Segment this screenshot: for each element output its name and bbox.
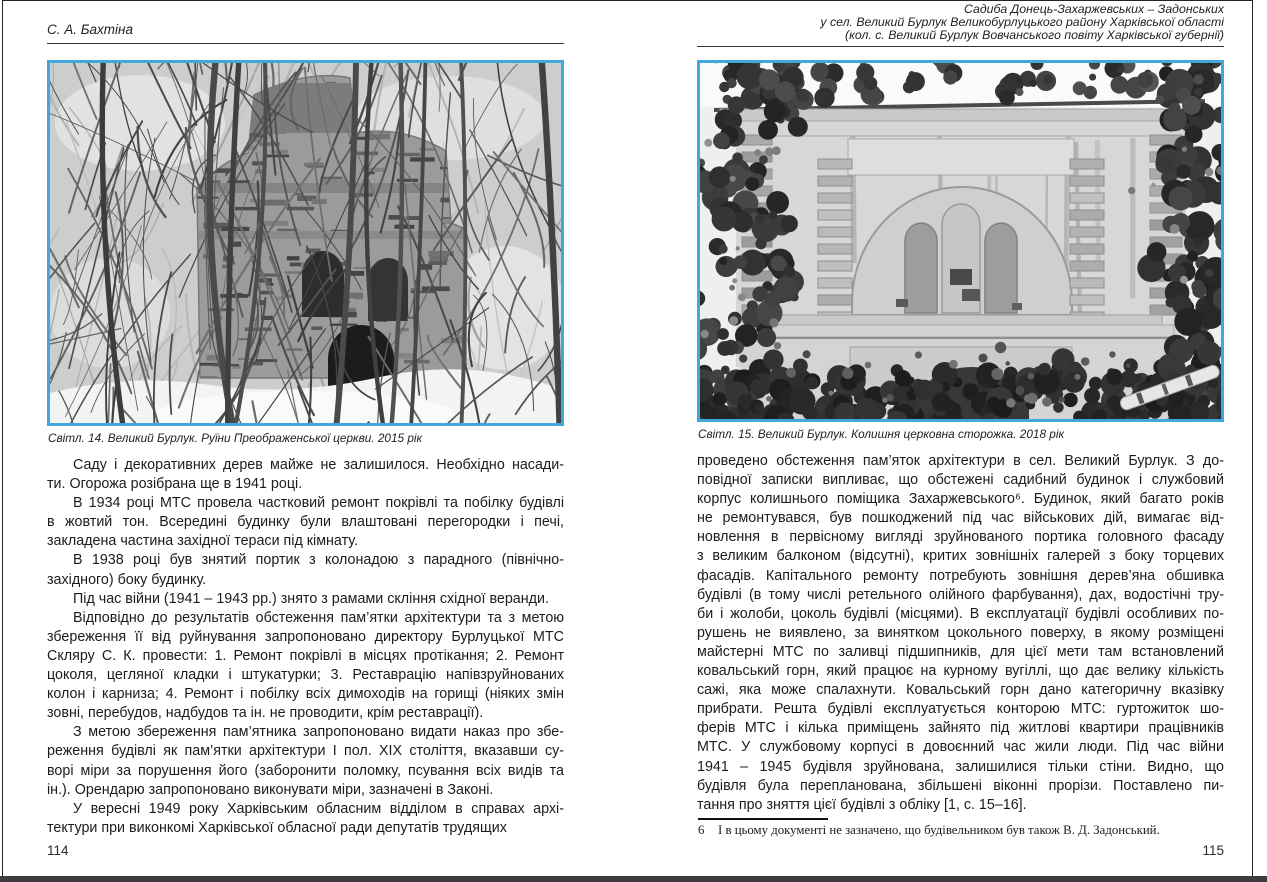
text-line: прибрати. Решта будівлі експлуатується конторою МТС: гуртожиток шо-: [697, 701, 1224, 718]
footnote-text: І в цьому документі не зазначено, що будівельником був також В. Д. Задонський.: [718, 823, 1160, 837]
running-head-line: у сел. Великий Бурлук Великобурлуцького району Харківської області: [820, 15, 1224, 29]
running-head-title: [697, 3, 1224, 47]
text-line: 1941 – 1945 будівля зруйнована, залишилися тільки стіни. Видно, що: [697, 758, 1224, 775]
photo-church-gatehouse: [697, 60, 1224, 422]
running-head-author: С. А. Бахтіна: [47, 22, 564, 44]
paragraph: [47, 609, 564, 724]
text-line: ферів МТС і кілька приміщень зайнято під житлові квартири працівників: [697, 720, 1224, 737]
photo-gatehouse-art: [700, 63, 1221, 419]
paragraph: [47, 590, 564, 609]
text-line: реження будівлі як пам’ятки архітектури I пол. XIX століття, вказавши су-: [47, 743, 564, 760]
text-line: Відповідно до результатів обстеження пам’ятки архітектури та з метою: [73, 609, 564, 626]
scan-edge-bar: [0, 876, 1267, 882]
photo-church-ruins-art: [50, 63, 561, 423]
text-line: зовні, перебудов, надбудов та ін. не проводити, крім реставрації).: [47, 705, 484, 722]
text-line: В 1938 році був знятий портик з колонадою з парадного (північно-: [73, 552, 564, 569]
paragraph: [47, 551, 564, 589]
text-line: Скляру С. К. провести: 1. Ремонт покрівлі в місцях протікання; 2. Ремонт: [47, 647, 564, 664]
text-line: в жовтий тон. Всередині будинку були влаштовані перегородки і печі,: [47, 514, 564, 531]
body-text-right: [697, 452, 1224, 815]
text-line: проведено обстеження пам’яток архітектури в сел. Великий Бурлук. З до-: [697, 453, 1224, 469]
text-line: новлення в первісному вигляді зруйнованого портика головного фасаду: [697, 529, 1224, 546]
text-line: фасадів. Капітального ремонту потребують зовнішня дерев’яна обшивка: [697, 567, 1224, 584]
text-line: В 1934 році МТС провела частковий ремонт покрівлі та побілку будівлі: [73, 495, 564, 512]
text-line: Під час війни (1941 – 1943 рр.) знято з рамами скління східної веранди.: [73, 590, 549, 607]
text-line: цоколя, цегляної кладки і штукатурки; 3. Реставрацію напівзруйнованих: [47, 667, 564, 684]
paragraph: [47, 494, 564, 551]
footnote-marker: 6: [698, 823, 705, 837]
text-line: тектури при виконкомі Харківської обласної ради депутатів трудящих: [47, 819, 507, 836]
text-line: не ремонтувався, був пошкоджений під час військових дій, вимагає від-: [697, 510, 1224, 527]
photo-caption-14: Світл. 14. Великий Бурлук. Руїни Преображенської церкви. 2015 рік: [48, 431, 423, 445]
footnote-separator: [698, 818, 828, 820]
text-line: ворі міри за порушення його (заборонити поломку, псування всіх видів та: [47, 762, 564, 779]
text-line: З метою збереження пам’ятника запропоновано видати наказ про збе-: [73, 724, 564, 741]
text-line: тання про зняття цієї будівлі з обліку [1, с. 15–16].: [697, 796, 1027, 813]
text-line: МТС. У службовому корпусі в довоєнний час жили люди. Під час війни: [697, 739, 1224, 756]
text-line: з великим балконом (відсутні), критих зовнішніх галерей з боку торцевих: [697, 548, 1224, 565]
text-line: рушень не виявлено, за винятком цокольного поверху, в якому розміщені: [697, 624, 1224, 641]
text-line: корпус колишнього поміщика Захаржевського⁶. Будинок, який багато років: [697, 491, 1224, 508]
body-text-left: [47, 456, 564, 838]
running-head-line: (кол. с. Великий Бурлук Вовчанського повіту Харківської губернії): [845, 28, 1224, 42]
text-line: би і жолоби, цоколь будівлі (місцями). В експлуатації будівлі особливих по-: [697, 605, 1224, 622]
text-line: колон і карниза; 4. Ремонт і побілку всіх димоходів на горищі (ніяких змін: [47, 686, 564, 703]
text-line: повідної записки випливає, що обстежені садибний будинок і службовий: [697, 472, 1224, 489]
running-head-line: Садиба Донець-Захаржевських – Задонських: [963, 2, 1224, 16]
paragraph: [47, 456, 564, 494]
paragraph: [47, 723, 564, 799]
page-number-114: 114: [47, 843, 69, 858]
text-line: Саду і декоративних дерев майже не залишилося. Необхідно насади-: [73, 457, 564, 473]
text-line: західного) боку будинку.: [47, 571, 207, 588]
text-line: закладена частина західної тераси під кімнату.: [47, 533, 358, 550]
photo-church-ruins: [47, 60, 564, 426]
page-number-115: 115: [1202, 843, 1224, 858]
text-line: У вересні 1949 року Харківським обласним відділом в справах архі-: [73, 800, 564, 817]
paragraph: [697, 452, 1224, 815]
footnote: [698, 823, 1225, 838]
text-line: ти. Огорожа розібрана ще в 1941 році.: [47, 476, 303, 493]
paragraph: [47, 800, 564, 838]
text-line: будівлі (в тому числі ретельного олійного фарбування), дах, водостічні тру-: [697, 586, 1224, 603]
text-line: майстерні МТС по заливці підшипників, для цієї мети там встановлений: [697, 643, 1224, 660]
text-line: ін.). Орендарю запропоновано виконувати міри, зазначені в Законі.: [47, 781, 494, 798]
text-line: будівля була перепланована, збільшені віконні прорізи. Поставлено пи-: [697, 777, 1224, 794]
text-line: сажі, яка може спалахнути. Ковальський горн дано категоричну вказівку: [697, 682, 1224, 699]
photo-caption-15: Світл. 15. Великий Бурлук. Колишня церковна сторожка. 2018 рік: [698, 427, 1065, 441]
text-line: збереження її від руйнування запропоновано директору Бурлуцької МТС: [47, 628, 564, 645]
text-line: ковальський горн, який працює на курному вугіллі, що дає велику кількість: [697, 663, 1224, 680]
